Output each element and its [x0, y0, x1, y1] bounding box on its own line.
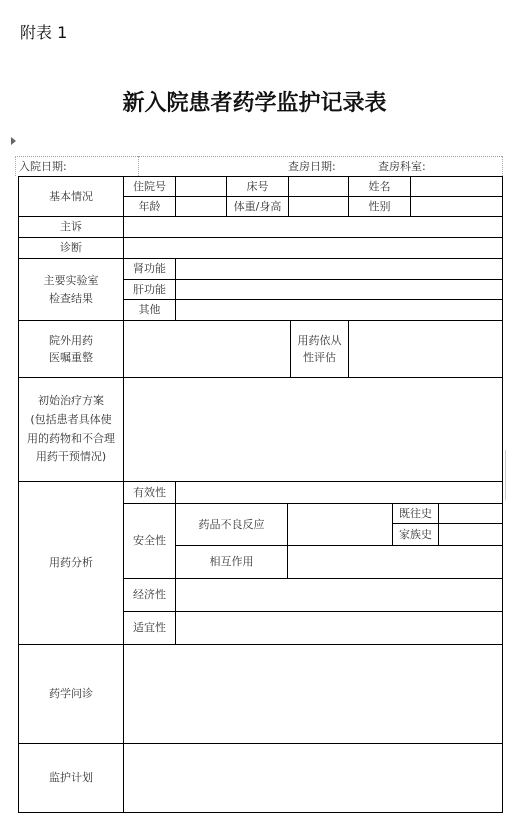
economy-field[interactable] — [176, 579, 502, 611]
initial-treatment-line4: 用药干预情况) — [35, 450, 107, 464]
bed-no-field[interactable] — [289, 177, 348, 196]
adr-field[interactable] — [288, 504, 392, 545]
chief-complaint-field[interactable] — [124, 217, 502, 237]
medication-analysis-label: 用药分析 — [49, 556, 93, 570]
meta-row-right-border — [502, 156, 503, 176]
efficacy-label: 有效性 — [133, 485, 166, 499]
liver-function-label: 肝功能 — [133, 282, 166, 296]
diagnosis-field[interactable] — [124, 238, 502, 258]
appendix-label: 附表 1 — [20, 23, 68, 42]
admission-date-label: 入院日期: — [19, 160, 67, 173]
pharmacy-consultation-field[interactable] — [124, 645, 502, 743]
safety-label: 安全性 — [133, 534, 166, 548]
initial-treatment-field[interactable] — [124, 378, 502, 481]
diagnosis-label: 诊断 — [60, 241, 82, 255]
round-dept-label: 查房科室: — [378, 160, 426, 173]
suitability-field[interactable] — [176, 612, 502, 644]
adherence-label — [291, 321, 348, 377]
page-edge-mark — [505, 450, 506, 500]
other-lab-field[interactable] — [176, 300, 502, 320]
outpatient-med-label-line2: 医嘱重整 — [49, 351, 93, 364]
family-history-label: 家族史 — [399, 527, 432, 541]
pharmacy-consultation-label: 药学问诊 — [49, 687, 93, 701]
initial-treatment-label — [19, 378, 123, 481]
name-field[interactable] — [411, 177, 502, 196]
basic-info-label: 基本情况 — [49, 189, 93, 203]
efficacy-field[interactable] — [176, 482, 502, 503]
table-grid-line — [502, 176, 503, 813]
kidney-function-label: 肾功能 — [133, 262, 166, 276]
family-history-field[interactable] — [439, 524, 502, 545]
hospital-no-field[interactable] — [176, 177, 226, 196]
care-plan-field[interactable] — [124, 744, 502, 812]
suitability-label: 适宜性 — [133, 621, 166, 635]
past-history-field[interactable] — [439, 504, 502, 523]
adherence-label-line1: 用药依从 — [297, 333, 342, 347]
age-field[interactable] — [176, 197, 226, 216]
initial-treatment-line1: 初始治疗方案 — [38, 394, 104, 408]
economy-label: 经济性 — [133, 588, 166, 602]
chief-complaint-label: 主诉 — [60, 220, 82, 234]
age-label: 年龄 — [138, 199, 161, 213]
weight-height-label: 体重/身高 — [233, 199, 282, 213]
meta-row-left-border — [15, 156, 16, 176]
lab-results-label-line2: 检查结果 — [49, 291, 93, 305]
form-title: 新入院患者药学监护记录表 — [122, 91, 387, 116]
care-plan-label: 监护计划 — [49, 771, 93, 785]
outpatient-med-label-line1: 院外用药 — [49, 333, 93, 347]
gender-label: 性别 — [368, 199, 391, 213]
table-select-marker-icon[interactable] — [11, 137, 16, 145]
lab-results-label — [19, 259, 123, 320]
adr-label: 药品不良反应 — [198, 517, 265, 531]
past-history-label: 既往史 — [399, 506, 432, 520]
interaction-field[interactable] — [288, 546, 502, 578]
hospital-no-label: 住院号 — [133, 179, 166, 193]
other-lab-label: 其他 — [138, 303, 161, 317]
initial-treatment-line3: 用的药物和不合理 — [27, 431, 115, 445]
initial-treatment-line2: (包括患者具体使 — [30, 412, 112, 426]
meta-row-top-border — [15, 156, 502, 157]
outpatient-med-label — [19, 321, 123, 377]
lab-results-label-line1: 主要实验室 — [43, 274, 99, 288]
outpatient-med-field[interactable] — [124, 321, 290, 377]
round-date-label: 查房日期: — [288, 160, 336, 173]
kidney-function-field[interactable] — [176, 259, 502, 279]
name-label: 姓名 — [368, 179, 391, 193]
adherence-label-line2: 性评估 — [303, 351, 336, 364]
table-grid-line — [18, 812, 503, 813]
interaction-label: 相互作用 — [209, 555, 254, 569]
adherence-field[interactable] — [349, 321, 502, 377]
meta-row-divider — [138, 156, 139, 176]
gender-field[interactable] — [411, 197, 502, 216]
liver-function-field[interactable] — [176, 280, 502, 299]
weight-height-field[interactable] — [289, 197, 348, 216]
bed-no-label: 床号 — [246, 179, 269, 193]
